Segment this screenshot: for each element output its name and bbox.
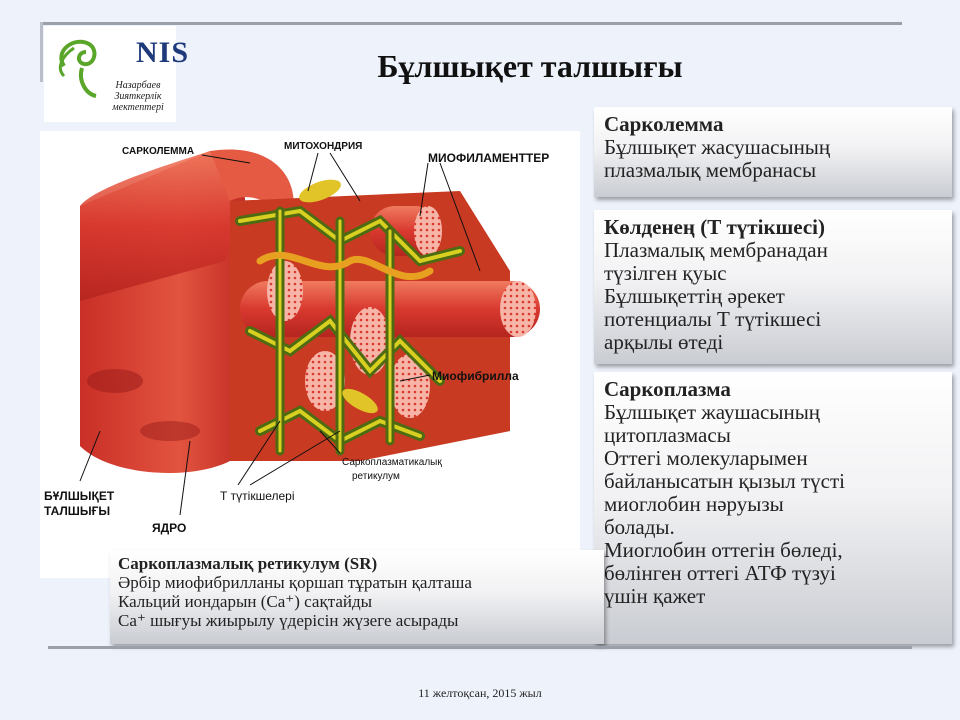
bottom-rule: [48, 646, 912, 649]
label-t-tutikshe: Т түтікшелері: [220, 489, 295, 503]
label-miofibrilla: Миофибрилла: [432, 369, 519, 383]
label-mitokhondriya: МИТОХОНДРИЯ: [284, 141, 363, 152]
t-tubule-heading: Көлденең (Т түтікшесі): [604, 215, 825, 239]
sr-line: Әрбір миофибрилланы қоршап тұратын қалташа: [118, 573, 472, 592]
sarkoplazma-line: цитоплазмасы: [604, 423, 731, 447]
logo-name: NIS: [136, 36, 190, 69]
label-sarkoplazmatikalyk: Саркоплазматикалық: [342, 457, 442, 468]
sarkoplazma-line: байланысатын қызыл түсті: [604, 469, 845, 493]
sarkoplazma-line: үшін қажет: [604, 584, 706, 608]
sarkoplazma-line: болады.: [604, 515, 675, 539]
sr-line: Са⁺ шығуы жиырылу үдерісін жүзеге асырады: [118, 611, 459, 630]
sarkoplazma-line: Оттегі молекуларымен: [604, 446, 808, 470]
t-tubule-line: Плазмалық мембранадан: [604, 238, 828, 262]
label-retikulum: ретикулум: [352, 471, 400, 482]
sarkoplazma-box: [594, 372, 952, 644]
label-sarkolemma: САРКОЛЕММА: [122, 146, 195, 157]
sarkoplazma-line: бөлінген оттегі АТФ түзуі: [604, 561, 836, 585]
sarkolemma-line: Бұлшықет жасушасының: [604, 135, 831, 159]
sarkolemma-box: [594, 107, 952, 197]
slide-title: Бұлшықет талшығы: [377, 48, 683, 84]
t-tubule-box: [594, 210, 952, 364]
label-fiber-line1: БҰЛШЫҚЕТ: [44, 489, 115, 503]
top-rule-left: [40, 22, 43, 82]
t-tubule-line: арқылы өтеді: [604, 330, 724, 354]
sr-box: [110, 550, 604, 644]
nis-logo: [44, 26, 190, 122]
sarkoplazma-line: Бұлшықет жаушасының: [604, 400, 821, 424]
label-fiber-line2: ТАЛШЫҒЫ: [44, 504, 111, 518]
label-yadro: ЯДРО: [152, 521, 187, 535]
t-tubule-line: потенциалы Т түтікшесі: [604, 307, 822, 331]
sarkolemma-line: плазмалық мембранасы: [604, 158, 817, 182]
logo-subtitle: Назарбаев Зияткерлік мектептері: [112, 80, 164, 113]
t-tubule-line: түзілген қуыс: [604, 261, 727, 285]
muscle-fiber-illustration: [40, 131, 580, 578]
muscle-fiber-diagram: [40, 131, 580, 578]
sarkoplazma-line: Миоглобин оттегін бөледі,: [604, 538, 843, 562]
t-tubule-line: Бұлшықеттің әрекет: [604, 284, 785, 308]
sarkoplazma-line: миоглобин нәруызы: [604, 492, 784, 516]
sarkolemma-heading: Сарколемма: [604, 112, 724, 136]
sarkoplazma-heading: Саркоплазма: [604, 377, 731, 401]
sr-line: Кальций иондарын (Са⁺) сақтайды: [118, 592, 373, 611]
label-miofilamentter: МИОФИЛАМЕНТТЕР: [428, 151, 550, 165]
top-rule: [40, 22, 902, 25]
sr-heading: Саркоплазмалық ретикулум (SR): [118, 554, 378, 573]
footer-date: 11 желтоқсан, 2015 жыл: [418, 686, 542, 700]
